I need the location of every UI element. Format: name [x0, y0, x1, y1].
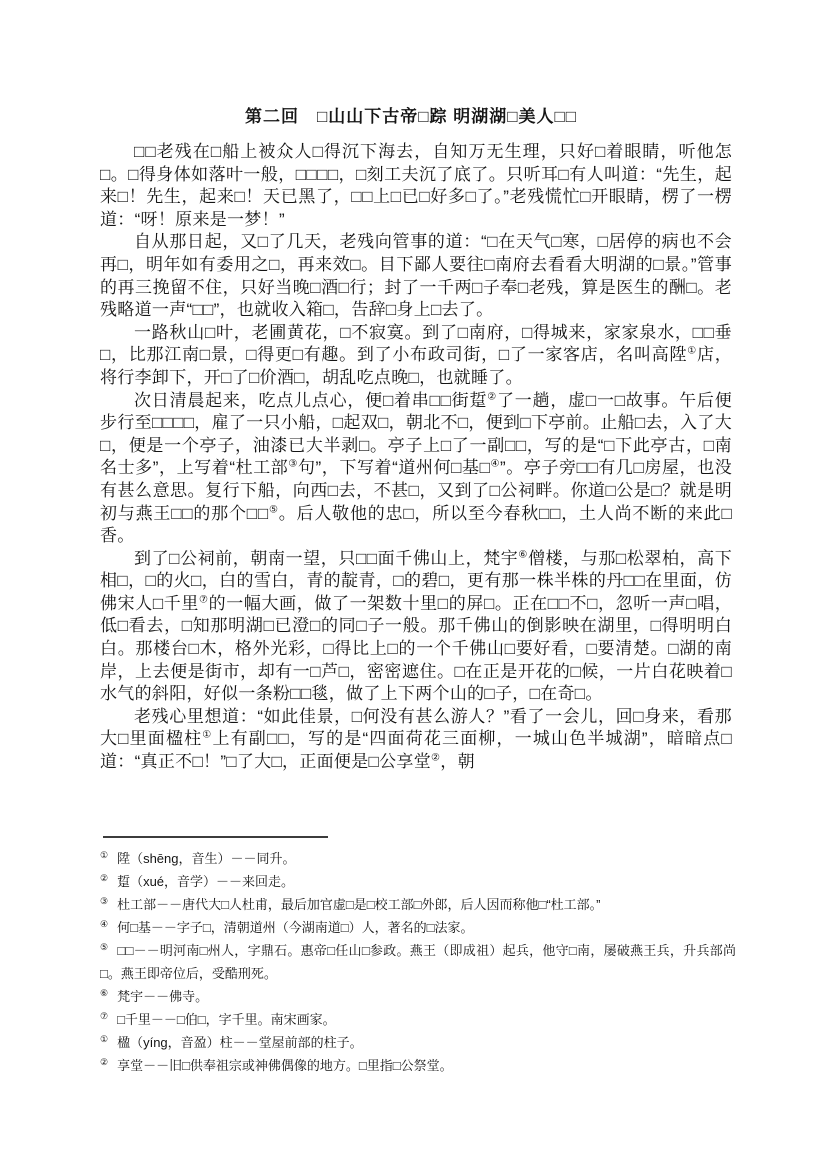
footnote-item	[100, 916, 736, 939]
paragraph-text: 了一趟，虚□一□故事。午后便步行至□□□□，雇了一只小船，□起双□，朝北不□，便到□下亭前。止船□去，入了大□，便是一个亭子，油漆已大半剥□。亭子上□了一副□□，写的是“□下此亭古，□南名士多”，上写着“杜工部	[100, 390, 732, 478]
footnote-item	[100, 893, 736, 916]
footnote-separator	[103, 836, 328, 838]
footnote-text: 陞（shēng，音生）－－同升。	[117, 851, 296, 866]
chapter-title: 第二回 □山山下古帝□踪 明湖湖□美人□□	[244, 107, 578, 126]
paragraph-text: 。后人敬他的忠□，所以至今春秋□□，土人尚不断的来此□香。	[100, 503, 733, 546]
footnote-marker: ⑦	[100, 1010, 109, 1021]
footnote-item	[100, 1008, 736, 1031]
footnote-marker: ⑥	[100, 987, 109, 998]
paragraph-text: 到了□公祠前，朝南一望，只□□面千佛山上，梵宇	[134, 548, 519, 568]
footnote-marker: ②	[100, 1056, 109, 1067]
footnote-ref: ⑦	[199, 594, 209, 606]
footnote-item	[100, 939, 736, 985]
paragraph-text: 句”，下写着“道州何□基□	[297, 458, 491, 478]
paragraph-text: 老残心里想道：“如此佳景，□何没有甚么游人？”看了一会儿，回□身来，看那大□里面楹柱	[100, 706, 732, 749]
footnote-text: □千里－－□伯□，字千里。南宋画家。	[117, 1012, 336, 1027]
paragraph-text: 次日清晨起来，吃点儿点心，便□着串□□街踅	[134, 390, 488, 410]
footnote-ref: ②	[487, 390, 497, 402]
paragraph	[100, 390, 732, 548]
footnote-marker: ⑤	[100, 941, 109, 952]
paragraph	[100, 706, 732, 774]
footnote-item	[100, 1031, 736, 1054]
footnote-ref: ④	[490, 458, 501, 470]
paragraph-text: □□老残在□船上被众人□得沉下海去，自知万无生理，只好□着眼睛，听他怎□。□得身体如落叶一般，□□□□，□刻工夫沉了底了。只听耳□有人叫道：“先生，起来□！先生，起来□！天已黑了，□□上□已□好多□了。”老残慌忙□开眼睛，楞了一楞道：“呀！原来是一梦！”	[100, 142, 732, 229]
paragraph	[100, 548, 732, 706]
footnote-text: 楹（yíng，音盈）柱－－堂屋前部的柱子。	[117, 1035, 363, 1050]
footnote-text: 杜工部－－唐代大□人杜甫，最后加官虚□是□校工部□外郎，后人因而称他□“杜工部。”	[117, 897, 601, 912]
footnote-ref: ①	[202, 729, 213, 741]
paragraph-text: 的一幅大画，做了一架数十里□的屏□。正在□□不□，忽听一声□唱，低□看去，□知那明湖□已澄□的同□子一般。那千佛山的倒影映在湖里，□得明明白白。那楼台□木，格外光彩，□得比上□的一个千佛山□要好看，□要清楚。□湖的南岸，上去便是街市，却有一□芦□，密密遮住。□在正是开花的□候，一片白花映着□水气的斜阳，好似一条粉□□毯，做了上下两个山的□子，□在奇□。	[100, 593, 732, 704]
paragraph	[100, 231, 732, 321]
footnote-item	[100, 1054, 736, 1077]
footnote-text: 享堂－－旧□供奉祖宗或神佛偶像的地方。□里指□公祭堂。	[117, 1058, 453, 1073]
footnote-marker: ①	[100, 1033, 109, 1044]
footnotes-section	[100, 847, 736, 1077]
footnote-marker: ②	[100, 872, 109, 883]
footnote-marker: ③	[100, 895, 109, 906]
paragraph-text: 僧楼，与那□松翠柏，高下相□，□的火□，白的雪白，青的靛青，□的碧□，更有那一株半株的丹□□在里面，仿佛宋人□千里	[100, 548, 733, 613]
footnote-item	[100, 985, 736, 1008]
footnote-ref: ①	[687, 345, 697, 357]
paragraph	[100, 322, 732, 390]
footnote-item	[100, 847, 736, 870]
footnote-ref: ②	[431, 752, 441, 764]
paragraph-text: 自从那日起，又□了几天，老残向管事的道：“□在天气□寒，□居停的病也不会再□，明年如有委用之□，再来效□。目下鄙人要往□南府去看看大明湖的□景。”管事的再三挽留不住，只好当晚□酒□行；封了一千两□子奉□老残，算是医生的酬□。老残略道一声“□□”，也就收入箱□，告辞□身上□去了。	[100, 232, 732, 320]
paragraph-text: 一路秋山□叶，老圃黄花，□不寂寞。到了□南府，□得城来，家家泉水，□□垂□，比那江南□景，□得更□有趣。到了小布政司街，□了一家客店，名叫高陞	[100, 322, 732, 365]
body-text	[100, 141, 732, 774]
footnote-text: 梵宇－－佛寺。	[117, 989, 209, 1004]
paragraph-text: ”。亭子旁□□有几□房屋，也没有甚么意思。复行下船，向西□去，不甚□，又到了□公祠畔。你道□公是□？就是明初与燕王□□的那个□□	[100, 458, 733, 523]
footnote-ref: ⑤	[268, 503, 279, 515]
footnote-text: 何□基－－字子□，清朝道州（今湖南道□）人，著名的□法家。	[117, 920, 474, 935]
footnote-text: 踅（xué，音学）－－来回走。	[117, 874, 295, 889]
footnote-marker: ④	[100, 918, 109, 929]
paragraph	[100, 141, 732, 231]
paragraph-text: ，朝	[440, 752, 475, 772]
paragraph-text: 上有副□□，写的是“四面荷花三面柳，一城山色半城湖”，暗暗点□道：“真正不□！”□了大□，正面便是□公享堂	[100, 729, 732, 772]
paragraph-text: 店，将行李卸下，开□了□价酒□，胡乱吃点晚□，也就睡了。	[100, 345, 733, 387]
footnote-marker: ①	[100, 849, 109, 860]
footnote-ref: ⑥	[518, 549, 528, 561]
footnote-item	[100, 870, 736, 893]
footnote-ref: ③	[288, 458, 298, 470]
footnote-text: □□－－明河南□州人，字鼎石。惠帝□任山□参政。燕王（即成祖）起兵，他守□南，屡破燕王兵，升兵部尚□。燕王即帝位后，受酷刑死。	[100, 943, 736, 981]
